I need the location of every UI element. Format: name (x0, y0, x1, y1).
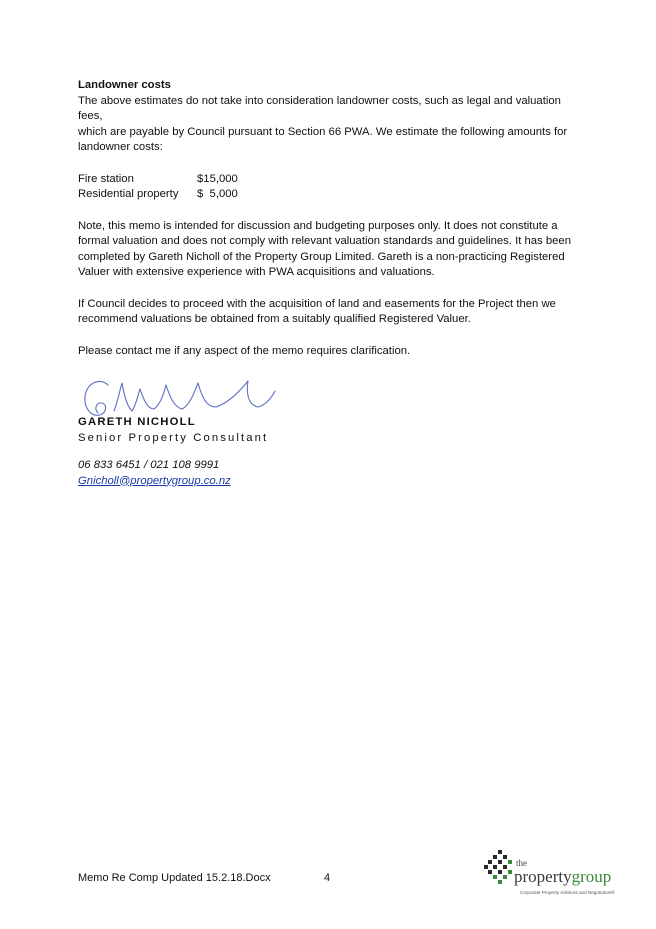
paragraph-line: Note, this memo is intended for discussion and budgeting purposes only. It does not constitute a (78, 219, 558, 232)
signatory-title: Senior Property Consultant (78, 431, 269, 444)
logo-word-part2: group (571, 867, 612, 886)
cost-label: Fire station (78, 172, 134, 185)
footer-page-number: 4 (324, 872, 331, 884)
memo-body (78, 78, 588, 489)
paragraph-line: Please contact me if any aspect of the memo requires clarification. (78, 344, 411, 357)
cost-table (78, 172, 238, 203)
email-link[interactable]: Gnicholl@propertygroup.co.nz (78, 474, 231, 487)
intro-line: The above estimates do not take into consideration landowner costs, such as legal and valuation fees, (78, 94, 561, 122)
cost-amount: $ 5,000 (197, 188, 238, 200)
logo-mark-icon (484, 850, 516, 884)
cost-label: Residential property (78, 188, 179, 200)
cost-amount: $15,000 (197, 172, 238, 185)
cost-row (78, 172, 238, 188)
paragraph-line: completed by Gareth Nicholl of the Property Group Limited. Gareth is a non-practicing Registered (78, 250, 565, 263)
logo-prefix: the (516, 858, 527, 868)
contact-paragraph (78, 344, 588, 360)
intro-paragraph (78, 94, 588, 156)
intro-line: landowner costs: (78, 141, 163, 153)
intro-line: which are payable by Council pursuant to Section 66 PWA. We estimate the following amounts for (78, 125, 568, 138)
logo-tagline (520, 890, 615, 896)
phone-numbers: 06 833 6451 / 021 108 9991 (78, 459, 220, 471)
logo-wordmark (514, 868, 611, 886)
paragraph-line: formal valuation and does not comply with relevant valuation standards and guidelines. It has been (78, 235, 571, 247)
logo-tagline-text: Corporate Property Advisors and Negotiators (520, 890, 612, 895)
logo-word-part1: property (514, 867, 572, 886)
logo-registered-mark: ® (611, 890, 615, 895)
paragraph-line: Valuer with extensive experience with PWA acquisitions and valuations. (78, 266, 435, 278)
paragraph-line: recommend valuations be obtained from a suitably qualified Registered Valuer. (78, 313, 471, 325)
note-paragraph (78, 219, 588, 281)
property-group-logo (484, 850, 624, 900)
cost-row (78, 187, 238, 203)
signatory-name: GARETH NICHOLL (78, 416, 196, 428)
section-heading: Landowner costs (78, 79, 171, 91)
footer-document-name: Memo Re Comp Updated 15.2.18.Docx (78, 872, 271, 884)
recommendation-paragraph (78, 297, 588, 328)
paragraph-line: If Council decides to proceed with the acquisition of land and easements for the Project then we (78, 297, 556, 310)
